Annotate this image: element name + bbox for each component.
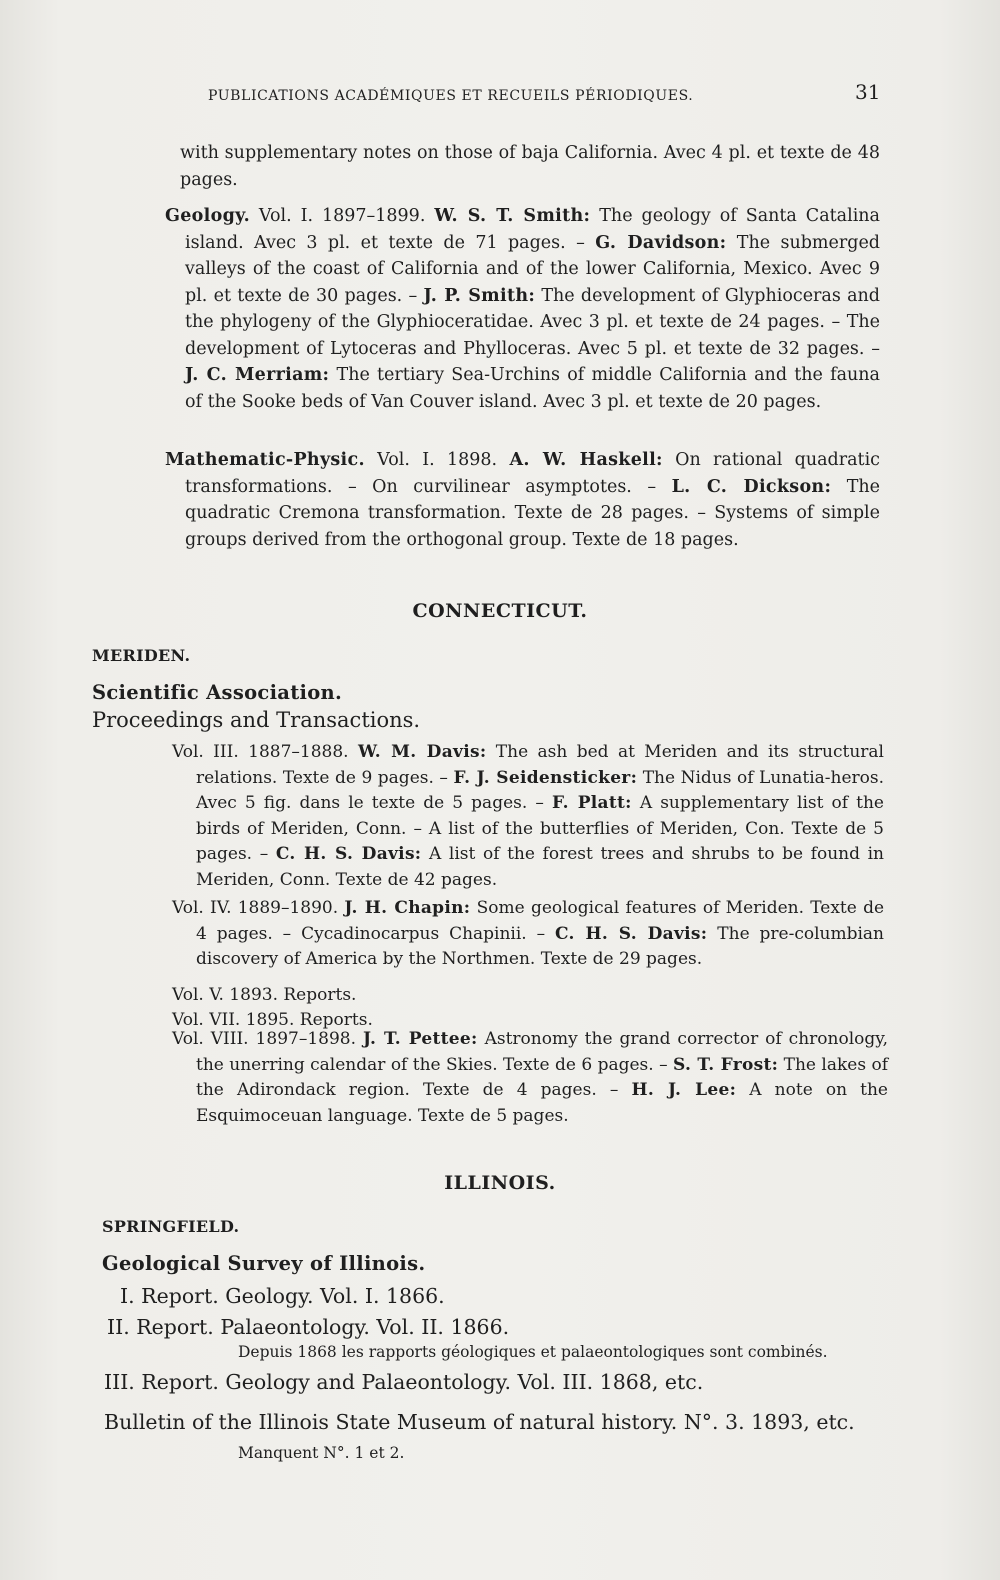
- author-davis-chs-2: C. H. S. Davis:: [555, 923, 708, 944]
- vol8-text-3: The lakes of the Adirondack region. Texte de 4 pages. –: [196, 1054, 889, 1100]
- report-iii: III. Report. Geology and Palaeontology. Vol. III. 1868, etc.: [104, 1370, 704, 1394]
- vol4-text-3: The pre-columbian discovery of America by the Northmen. Texte de 29 pages.: [196, 923, 884, 969]
- author-smith-jp: J. P. Smith:: [423, 285, 536, 306]
- city-heading-meriden: MERIDEN.: [92, 646, 191, 665]
- state-heading-illinois: ILLINOIS.: [444, 1172, 556, 1194]
- vol3-text-1: Vol. III. 1887–1888.: [172, 742, 358, 762]
- vol8-text-1: Vol. VIII. 1897–1898.: [172, 1029, 363, 1049]
- geology-text-5: The tertiary Sea-Urchins of middle California and the fauna of the Sooke beds of Van Couver island. Avec 3 pl. et texte de 20 pages.: [185, 365, 880, 412]
- math-entry: [165, 447, 880, 553]
- author-davis-wm: W. M. Davis:: [357, 742, 487, 762]
- author-lee: H. J. Lee:: [631, 1080, 737, 1100]
- author-chapin: J. H. Chapin:: [344, 898, 471, 918]
- math-heading: Mathematic-Physic.: [165, 450, 365, 470]
- vol4-text-1: Vol. IV. 1889–1890.: [172, 898, 345, 918]
- math-text-1: Vol. I. 1898.: [364, 450, 510, 470]
- author-platt: F. Platt:: [551, 793, 632, 813]
- vol8-text-4: A note on the Esquimoceuan language. Texte de 5 pages.: [196, 1080, 888, 1126]
- author-frost: S. T. Frost:: [673, 1054, 779, 1075]
- math-text-3: The quadratic Cremona transformation. Texte de 28 pages. – Systems of simple groups derived from the orthogonal group. Texte de 18 pages.: [185, 476, 880, 550]
- author-haskell: A. W. Haskell:: [509, 450, 663, 470]
- geology-heading: Geology.: [165, 206, 250, 226]
- series-title: Proceedings and Transactions.: [92, 708, 421, 732]
- author-smith-wst: W. S. T. Smith:: [434, 206, 591, 226]
- report-i: I. Report. Geology. Vol. I. 1866.: [120, 1284, 445, 1308]
- geology-text-3: The submerged valleys of the coast of California and of the lower California, Mexico. Avec 9 pl. et texte de 30 pages. –: [185, 232, 881, 306]
- vol8-text-2: Astronomy the grand corrector of chronology, the unerring calendar of the Skies. Texte de 6 pages. –: [196, 1029, 888, 1075]
- vol4-text-2: Some geological features of Meriden. Texte de 4 pages. – Cycadinocarpus Chapinii. –: [196, 898, 885, 944]
- vol7-text: Vol. VII. 1895. Reports.: [172, 1010, 373, 1030]
- page-number: 31: [855, 80, 881, 104]
- vol3-text-3: The Nidus of Lunatia-heros. Avec 5 fig. dans le texte de 5 pages. –: [196, 767, 885, 813]
- intro-paragraph: [180, 140, 880, 193]
- volume-entry-v: [172, 983, 884, 1009]
- bulletin-note: Manquent N°. 1 et 2.: [238, 1444, 405, 1462]
- vol5-text: Vol. V. 1893. Reports.: [172, 985, 357, 1005]
- author-seidensticker: F. J. Seidensticker:: [453, 767, 638, 788]
- author-davidson: G. Davidson:: [595, 232, 727, 253]
- math-text-2: On rational quadratic transformations. – On curvilinear asymptotes. –: [185, 450, 880, 497]
- volume-entry-iv: [172, 896, 885, 973]
- running-header: PUBLICATIONS ACADÉMIQUES ET RECUEILS PÉRIODIQUES.: [208, 88, 694, 104]
- geology-text-1: Vol. I. 1897–1899.: [249, 206, 435, 226]
- author-pettee: J. T. Pettee:: [362, 1029, 478, 1049]
- city-heading-springfield: SPRINGFIELD.: [102, 1217, 240, 1236]
- intro-text: with supplementary notes on those of baja California. Avec 4 pl. et texte de 48 pages.: [180, 143, 880, 190]
- geology-text-2: The geology of Santa Catalina island. Avec 3 pl. et texte de 71 pages. –: [185, 206, 880, 253]
- author-dickson: L. C. Dickson:: [671, 476, 832, 497]
- state-heading-connecticut: CONNECTICUT.: [412, 600, 588, 622]
- vol3-text-4: A supplementary list of the birds of Meriden, Conn. – A list of the butterflies of Meriden, Con. Texte de 5 pages. –: [196, 793, 884, 864]
- author-merriam: J. C. Merriam:: [185, 365, 330, 385]
- bulletin-entry: Bulletin of the Illinois State Museum of natural history. N°. 3. 1893, etc.: [104, 1410, 855, 1434]
- geology-text-4: The development of Glyphioceras and the phylogeny of the Glyphioceratidae. Avec 3 pl. et texte de 24 pages. – The development of Lytoceras and Phylloceras. Avec 5 pl. et texte de 32 pages. –: [185, 285, 880, 359]
- volume-entry-iii: [172, 740, 885, 893]
- geology-entry: [165, 203, 881, 415]
- report-ii: II. Report. Palaeontology. Vol. II. 1866.: [107, 1315, 510, 1339]
- vol3-text-2: The ash bed at Meriden and its structural relations. Texte de 9 pages. –: [196, 742, 884, 788]
- institution-heading: Scientific Association.: [92, 681, 343, 704]
- volume-entry-viii: [172, 1027, 889, 1129]
- report-note: Depuis 1868 les rapports géologiques et palaeontologiques sont combinés.: [238, 1343, 828, 1361]
- vol3-text-5: A list of the forest trees and shrubs to be found in Meriden, Conn. Texte de 42 pages.: [196, 844, 884, 890]
- institution-heading-illinois: Geological Survey of Illinois.: [102, 1252, 426, 1275]
- author-davis-chs: C. H. S. Davis:: [275, 844, 422, 864]
